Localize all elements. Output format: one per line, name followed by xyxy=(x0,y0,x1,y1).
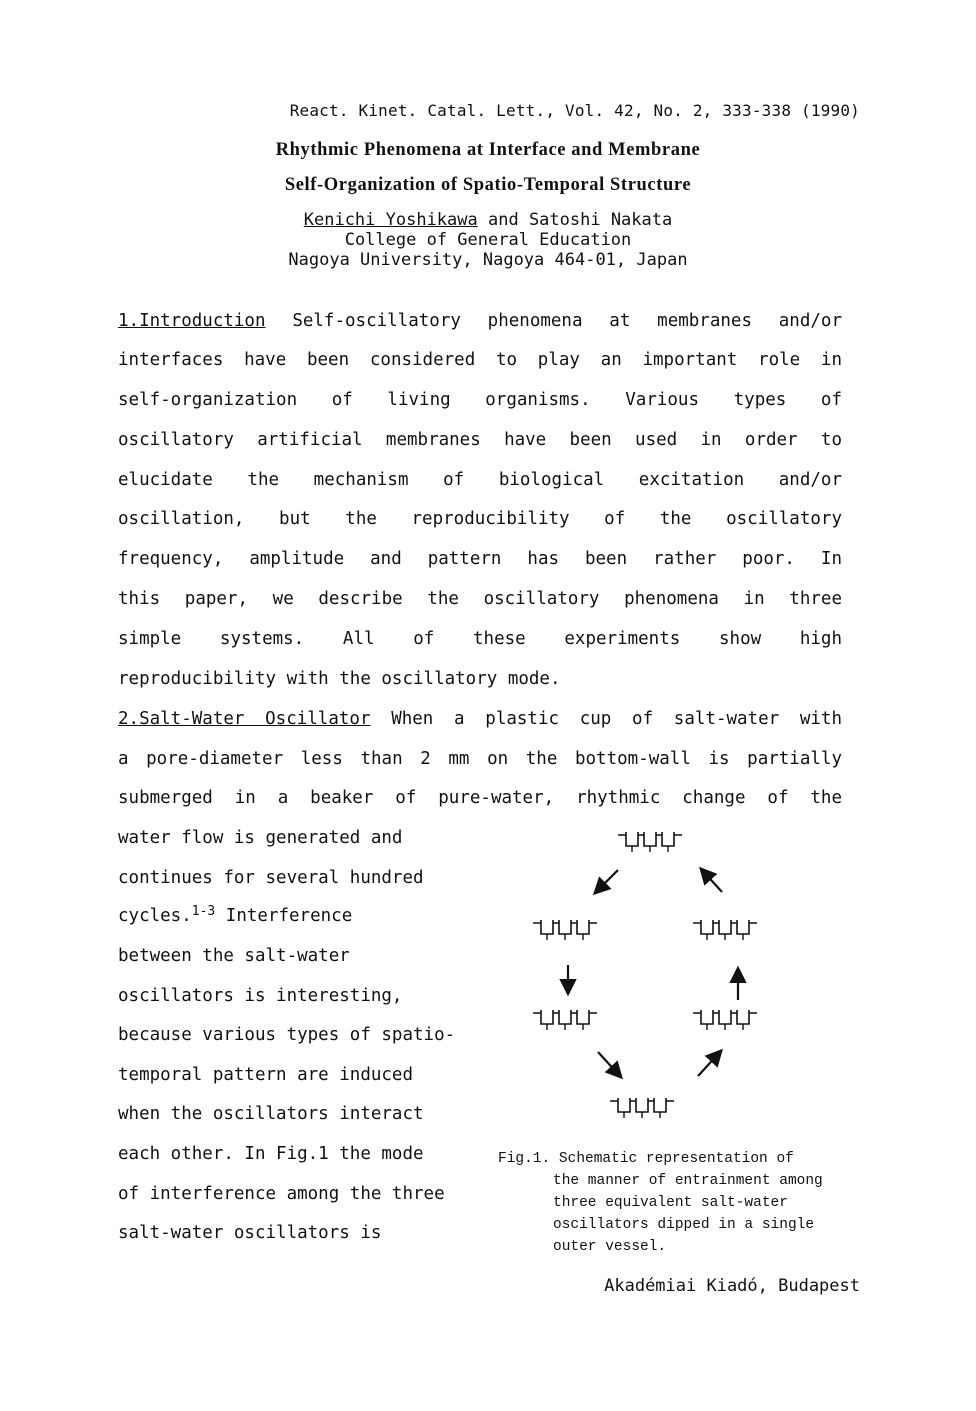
arrow-right-to-top xyxy=(702,870,722,892)
publisher-footer: Akadémiai Kiadó, Budapest xyxy=(604,1276,860,1296)
paper-title-line-1: Rhythmic Phenomena at Interface and Membrane xyxy=(275,140,701,160)
caption-first-line: Schematic representation of xyxy=(558,1151,794,1167)
figure-1-caption xyxy=(498,1148,823,1258)
author-names xyxy=(0,210,976,230)
affiliation-university: Nagoya University, Nagoya 464-01, Japan xyxy=(288,250,688,270)
column-line-cycles: cycles. xyxy=(118,906,192,926)
arrow-bottom-to-right xyxy=(698,1052,720,1076)
intro-first-line-text: Self-oscillatory phenomena at membranes and/or xyxy=(292,311,842,331)
arrow-top-to-left xyxy=(596,870,618,892)
co-author: and Satoshi Nakata xyxy=(488,210,673,230)
oscillator-state-top xyxy=(618,832,682,852)
caption-label: Fig.1. xyxy=(498,1151,551,1167)
column-line: continues for several hundred xyxy=(118,868,424,888)
oscillator-state-left-lower xyxy=(533,1010,597,1030)
oscillator-state-left-upper xyxy=(533,920,597,940)
body-line: oscillatory artificial membranes have been used in order to xyxy=(118,430,842,450)
citation-tail: Interference xyxy=(225,906,353,926)
column-line: of interference among the three xyxy=(118,1184,445,1204)
section2-first-line xyxy=(118,708,842,730)
column-line: salt-water oscillators is xyxy=(118,1223,382,1243)
figure-1-schematic xyxy=(526,820,796,1140)
oscillator-state-right-lower xyxy=(693,1010,757,1030)
column-line: temporal pattern are induced xyxy=(118,1065,414,1085)
body-line: a pore-diameter less than 2 mm on the bottom-wall is partially xyxy=(118,749,842,769)
section2-first-line-text: When a plastic cup of salt-water with xyxy=(391,709,843,729)
column-line: each other. In Fig.1 the mode xyxy=(118,1144,424,1164)
body-line: elucidate the mechanism of biological excitation and/or xyxy=(118,470,842,490)
body-line: reproducibility with the oscillatory mode. xyxy=(118,669,561,689)
body-line: self-organization of living organisms. Various types of xyxy=(118,390,842,410)
section-heading-salt-water-oscillator: 2.Salt-Water Oscillator xyxy=(118,709,371,729)
column-line: because various types of spatio- xyxy=(118,1025,456,1045)
body-line: frequency, amplitude and pattern has been rather poor. In xyxy=(118,549,842,569)
body-line: interfaces have been considered to play an important role in xyxy=(118,350,842,370)
caption-line: outer vessel. xyxy=(553,1239,667,1255)
caption-line: the manner of entrainment among xyxy=(553,1173,823,1189)
section-heading-introduction: 1.Introduction xyxy=(118,311,266,331)
caption-line: oscillators dipped in a single xyxy=(553,1217,815,1233)
column-line: when the oscillators interact xyxy=(118,1104,424,1124)
column-line-citation xyxy=(118,905,352,927)
column-line: oscillators is interesting, xyxy=(118,986,403,1006)
arrow-left-to-bottom xyxy=(598,1052,620,1076)
paper-title-line-2: Self-Organization of Spatio-Temporal Structure xyxy=(284,175,692,195)
body-line: oscillation, but the reproducibility of the oscillatory xyxy=(118,509,842,529)
corresponding-author: Kenichi Yoshikawa xyxy=(303,210,478,230)
author-block xyxy=(0,210,976,270)
intro-first-line xyxy=(118,310,842,332)
column-line: between the salt-water xyxy=(118,946,350,966)
journal-reference: React. Kinet. Catal. Lett., Vol. 42, No. 2, 333-338 (1990) xyxy=(289,101,860,120)
citation-superscript: 1-3 xyxy=(191,904,216,919)
oscillator-state-bottom xyxy=(610,1098,674,1118)
column-line: water flow is generated and xyxy=(118,828,403,848)
oscillator-state-right-upper xyxy=(693,920,757,940)
caption-line: three equivalent salt-water xyxy=(553,1195,788,1211)
affiliation-college: College of General Education xyxy=(344,230,632,250)
body-line: simple systems. All of these experiments show high xyxy=(118,629,842,649)
body-line: submerged in a beaker of pure-water, rhythmic change of the xyxy=(118,788,842,808)
body-line: this paper, we describe the oscillatory phenomena in three xyxy=(118,589,842,609)
